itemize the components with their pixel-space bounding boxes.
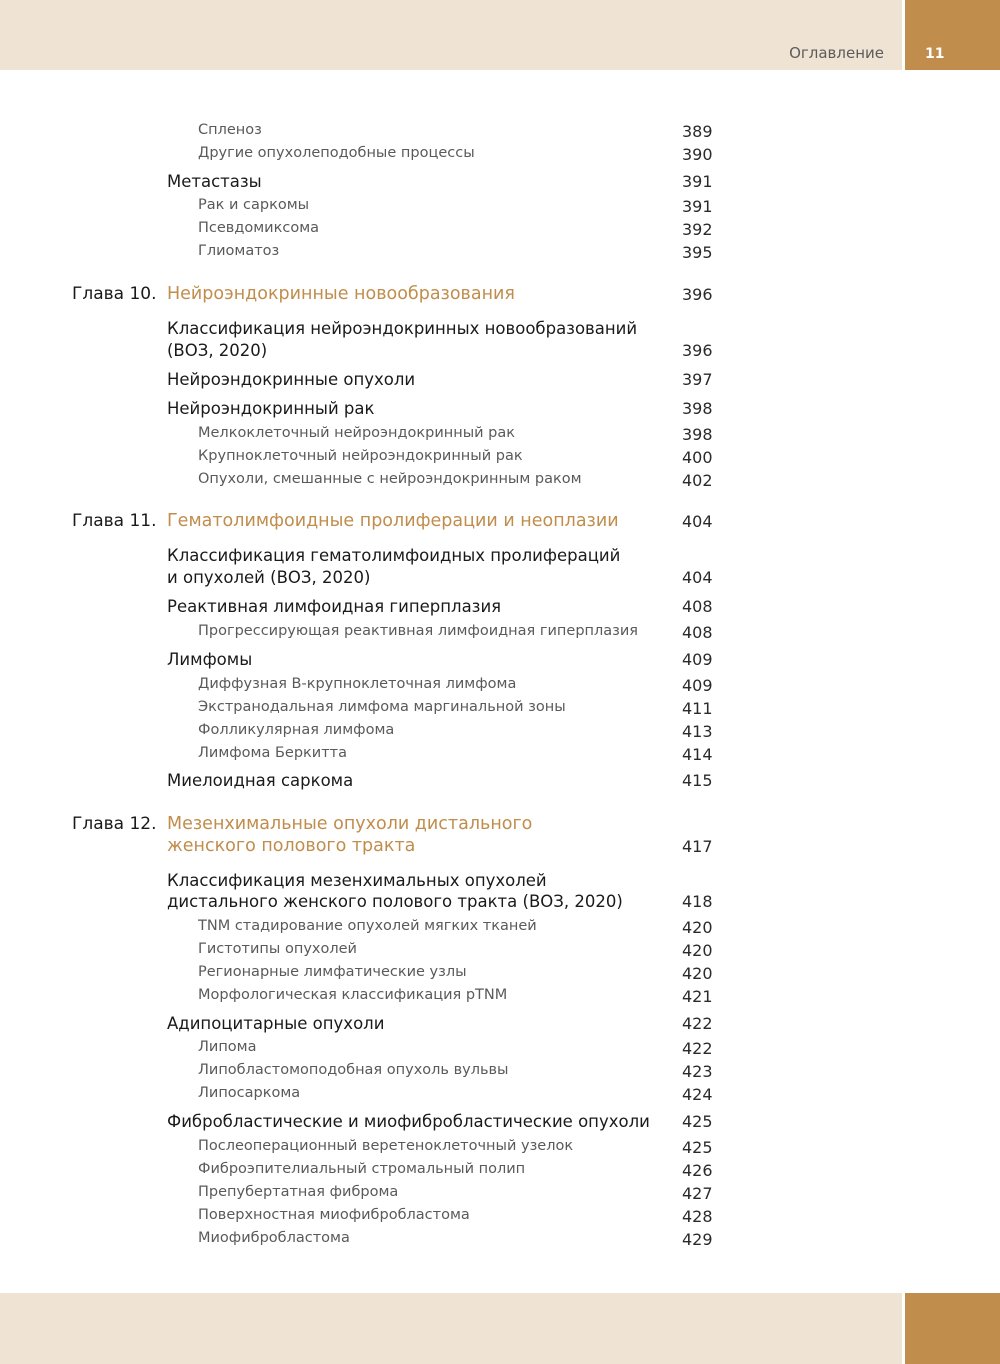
toc-section-page: 398 xyxy=(682,399,713,418)
toc-entry-page: 421 xyxy=(682,987,713,1006)
page-number: 11 xyxy=(925,46,945,62)
toc-entry-title: Препубертатная фиброма xyxy=(198,1184,399,1200)
toc-section-page: 396 xyxy=(682,341,713,360)
toc-section-title: Лимфомы xyxy=(167,650,253,669)
toc-section-page: 409 xyxy=(682,650,713,669)
toc-entry-page: 400 xyxy=(682,448,713,467)
chapter-page: 396 xyxy=(682,285,713,304)
toc-section-title-line1: Классификация мезенхимальных опухолей xyxy=(167,871,547,890)
toc-entry-page: 426 xyxy=(682,1161,713,1180)
toc-entry-title: Фиброэпителиальный стромальный полип xyxy=(198,1161,526,1177)
toc-entry-title: Липобластомоподобная опухоль вульвы xyxy=(198,1062,509,1078)
toc-entry-title: Другие опухолеподобные процессы xyxy=(198,145,475,161)
toc-section-title-line1: Классификация гематолимфоидных пролифераций xyxy=(167,546,621,565)
toc-entry-page: 414 xyxy=(682,745,713,764)
toc-entry-page: 390 xyxy=(682,145,713,164)
toc-entry-title: Глиоматоз xyxy=(198,243,280,259)
toc-entry-title: Липосаркома xyxy=(198,1085,301,1101)
toc-entry-title: Гистотипы опухолей xyxy=(198,941,357,957)
toc-section-page: 408 xyxy=(682,597,713,616)
chapter-title: Гематолимфоидные пролиферации и неоплазии xyxy=(167,511,619,531)
toc-entry-title: Крупноклеточный нейроэндокринный рак xyxy=(198,448,523,464)
toc-entry-title: Липома xyxy=(198,1039,257,1055)
toc-section-title: Нейроэндокринный рак xyxy=(167,399,375,418)
page-number-tab xyxy=(905,0,1000,70)
toc-section-page: 425 xyxy=(682,1112,713,1131)
toc-section-title-line1: Классификация нейроэндокринных новообразований xyxy=(167,319,638,338)
toc-entry-title: Рак и саркомы xyxy=(198,197,310,213)
footer-band xyxy=(0,1293,902,1364)
chapter-label: Глава 11. xyxy=(72,511,157,531)
toc-entry-page: 420 xyxy=(682,941,713,960)
chapter-title: Нейроэндокринные новообразования xyxy=(167,284,515,304)
toc-entry-page: 395 xyxy=(682,243,713,262)
toc-entry-page: 398 xyxy=(682,425,713,444)
toc-section-page: 404 xyxy=(682,568,713,587)
header-band xyxy=(0,0,902,70)
toc-entry-title: Поверхностная миофибробластома xyxy=(198,1207,470,1223)
toc-section-title: Нейроэндокринные опухоли xyxy=(167,370,416,389)
toc-entry-title: Экстранодальная лимфома маргинальной зоны xyxy=(198,699,566,715)
footer-tab xyxy=(905,1293,1000,1364)
toc-entry-title: Фолликулярная лимфома xyxy=(198,722,395,738)
toc-section-title-line2: и опухолей (ВОЗ, 2020) xyxy=(167,568,371,587)
toc-section-title: Метастазы xyxy=(167,172,262,191)
toc-entry-title: Миофибробластома xyxy=(198,1230,350,1246)
toc-section-title-line2: дистального женского полового тракта (ВОЗ, 2020) xyxy=(167,892,623,911)
chapter-label: Глава 12. xyxy=(72,814,157,834)
toc-entry-page: 420 xyxy=(682,964,713,983)
toc-entry-title: Диффузная В-крупноклеточная лимфома xyxy=(198,676,517,692)
chapter-title-line2: женского полового тракта xyxy=(167,836,416,856)
toc-entry-page: 427 xyxy=(682,1184,713,1203)
toc-entry-title: Лимфома Беркитта xyxy=(198,745,348,761)
toc-section-title: Миелоидная саркома xyxy=(167,771,354,790)
toc-section-page: 415 xyxy=(682,771,713,790)
toc-section-page: 422 xyxy=(682,1014,713,1033)
chapter-page: 404 xyxy=(682,512,713,531)
chapter-title-line1: Мезенхимальные опухоли дистального xyxy=(167,814,533,834)
toc-entry-page: 411 xyxy=(682,699,713,718)
toc-section-title: Адипоцитарные опухоли xyxy=(167,1014,385,1033)
toc-section-page: 391 xyxy=(682,172,713,191)
toc-entry-title: Спленоз xyxy=(198,122,262,138)
toc-entry-title: Послеоперационный веретеноклеточный узелок xyxy=(198,1138,574,1154)
toc-entry-page: 425 xyxy=(682,1138,713,1157)
toc-entry-page: 409 xyxy=(682,676,713,695)
toc-section-title: Реактивная лимфоидная гиперплазия xyxy=(167,597,502,616)
toc-section-title: Фибробластические и миофибробластические опухоли xyxy=(167,1112,650,1131)
toc-entry-page: 392 xyxy=(682,220,713,239)
running-title: Оглавление xyxy=(789,44,884,62)
toc-entry-title: Регионарные лимфатические узлы xyxy=(198,964,467,980)
toc-entry-title: Опухоли, смешанные с нейроэндокринным раком xyxy=(198,471,582,487)
toc-entry-page: 429 xyxy=(682,1230,713,1249)
toc-entry-title: Мелкоклеточный нейроэндокринный рак xyxy=(198,425,516,441)
toc-section-page: 418 xyxy=(682,892,713,911)
toc-entry-title: TNM стадирование опухолей мягких тканей xyxy=(198,918,537,934)
toc-entry-page: 420 xyxy=(682,918,713,937)
chapter-label: Глава 10. xyxy=(72,284,157,304)
toc-entry-title: Прогрессирующая реактивная лимфоидная гиперплазия xyxy=(198,623,639,639)
toc-entry-page: 422 xyxy=(682,1039,713,1058)
toc-entry-page: 391 xyxy=(682,197,713,216)
chapter-page: 417 xyxy=(682,837,713,856)
toc-entry-page: 424 xyxy=(682,1085,713,1104)
toc-entry-title: Морфологическая классификация pTNM xyxy=(198,987,508,1003)
toc-entry-page: 408 xyxy=(682,623,713,642)
toc-section-page: 397 xyxy=(682,370,713,389)
toc-entry-title: Псевдомиксома xyxy=(198,220,320,236)
toc-entry-page: 423 xyxy=(682,1062,713,1081)
toc-section-title-line2: (ВОЗ, 2020) xyxy=(167,341,268,360)
toc-entry-page: 428 xyxy=(682,1207,713,1226)
toc-entry-page: 389 xyxy=(682,122,713,141)
toc-entry-page: 402 xyxy=(682,471,713,490)
toc-entry-page: 413 xyxy=(682,722,713,741)
